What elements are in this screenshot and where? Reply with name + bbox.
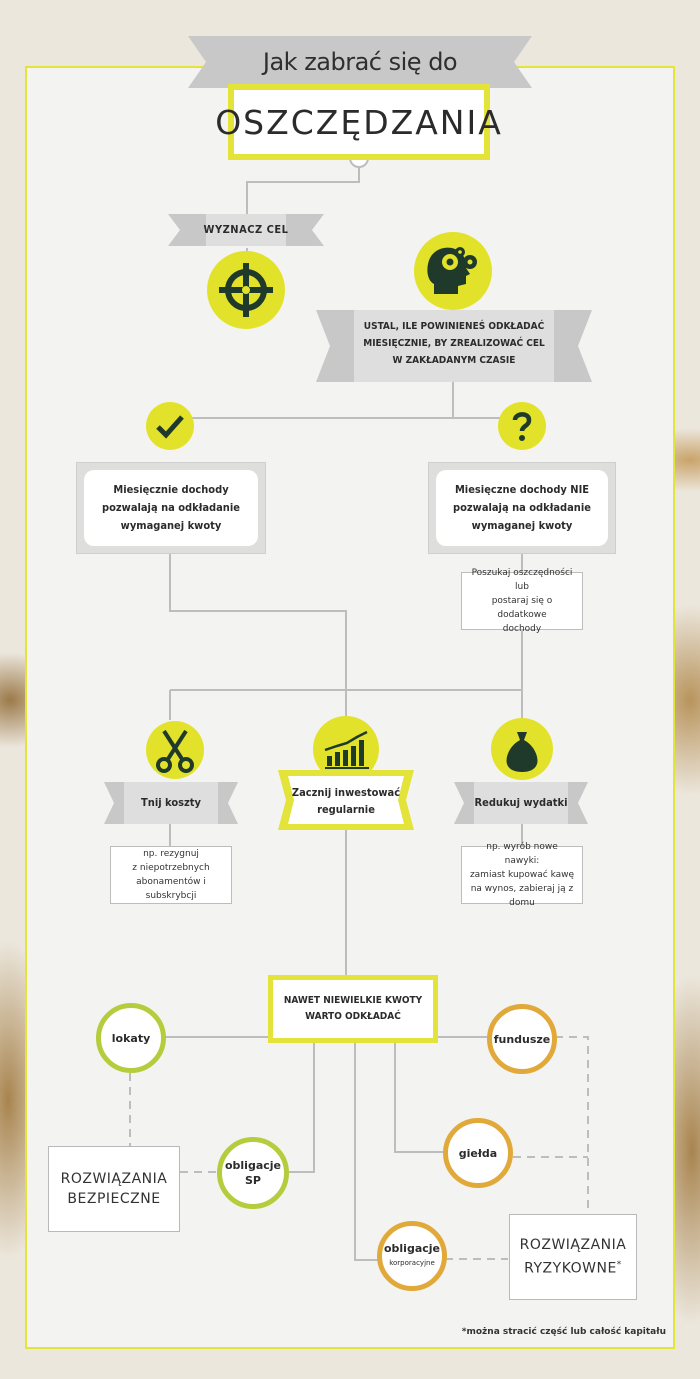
treasury-bonds-circle: obligacje SP	[217, 1137, 289, 1209]
question-icon	[498, 402, 546, 450]
target-icon	[207, 251, 285, 329]
extra-income-note: Poszukaj oszczędności lub postaraj się o dodatkowe dochody	[461, 572, 583, 630]
page-title: OSZCZĘDZANIA	[228, 84, 490, 160]
summary-box: NAWET NIEWIELKIE KWOTY WARTO ODKŁADAĆ	[268, 975, 438, 1043]
corporate-bonds-circle: obligacje korporacyjne	[377, 1221, 447, 1291]
deposits-circle: lokaty	[96, 1003, 166, 1073]
check-icon	[146, 402, 194, 450]
funds-circle: fundusze	[487, 1004, 557, 1074]
check-icon-circle	[146, 402, 194, 450]
target-icon-circle	[207, 251, 285, 329]
title-line1: Jak zabrać się do	[262, 48, 458, 76]
stock-exchange-circle: giełda	[443, 1118, 513, 1188]
cut-costs-label: Tnij koszty	[141, 796, 201, 809]
head-gears-icon	[414, 232, 492, 310]
invest-label: Zacznij inwestować regularnie	[291, 786, 401, 816]
risky-solutions-box: ROZWIĄZANIA RYZYKOWNE*	[509, 1214, 637, 1300]
set-goal-label: WYZNACZ CEL	[203, 223, 289, 236]
monthly-amount-text: USTAL, ILE POWINIENEŚ ODKŁADAĆ MIESIĘCZNIE, BY ZREALIZOWAĆ CEL W ZAKŁADANYM CZASIE	[363, 321, 545, 366]
reduce-label: Redukuj wydatki	[474, 796, 568, 809]
income-sufficient-box: Miesięcznie dochody pozwalają na odkładanie wymaganej kwoty	[76, 462, 266, 554]
money-bag-icon-circle	[491, 718, 553, 780]
scissors-icon	[146, 721, 204, 779]
money-bag-icon	[491, 718, 553, 780]
income-insufficient-box: Miesięczne dochody NIE pozwalają na odkładanie wymaganej kwoty	[428, 462, 616, 554]
cut-costs-note: np. rezygnuj z niepotrzebnych abonamentów i subskrybcji	[110, 846, 232, 904]
question-icon-circle	[498, 402, 546, 450]
safe-solutions-box: ROZWIĄZANIA BEZPIECZNE	[48, 1146, 180, 1232]
footnote: *można stracić część lub całość kapitału	[461, 1327, 666, 1337]
head-gears-icon-circle	[414, 232, 492, 310]
scissors-icon-circle	[146, 721, 204, 779]
reduce-note: np. wyrób nowe nawyki: zamiast kupować kawę na wynos, zabieraj ją z domu	[461, 846, 583, 904]
